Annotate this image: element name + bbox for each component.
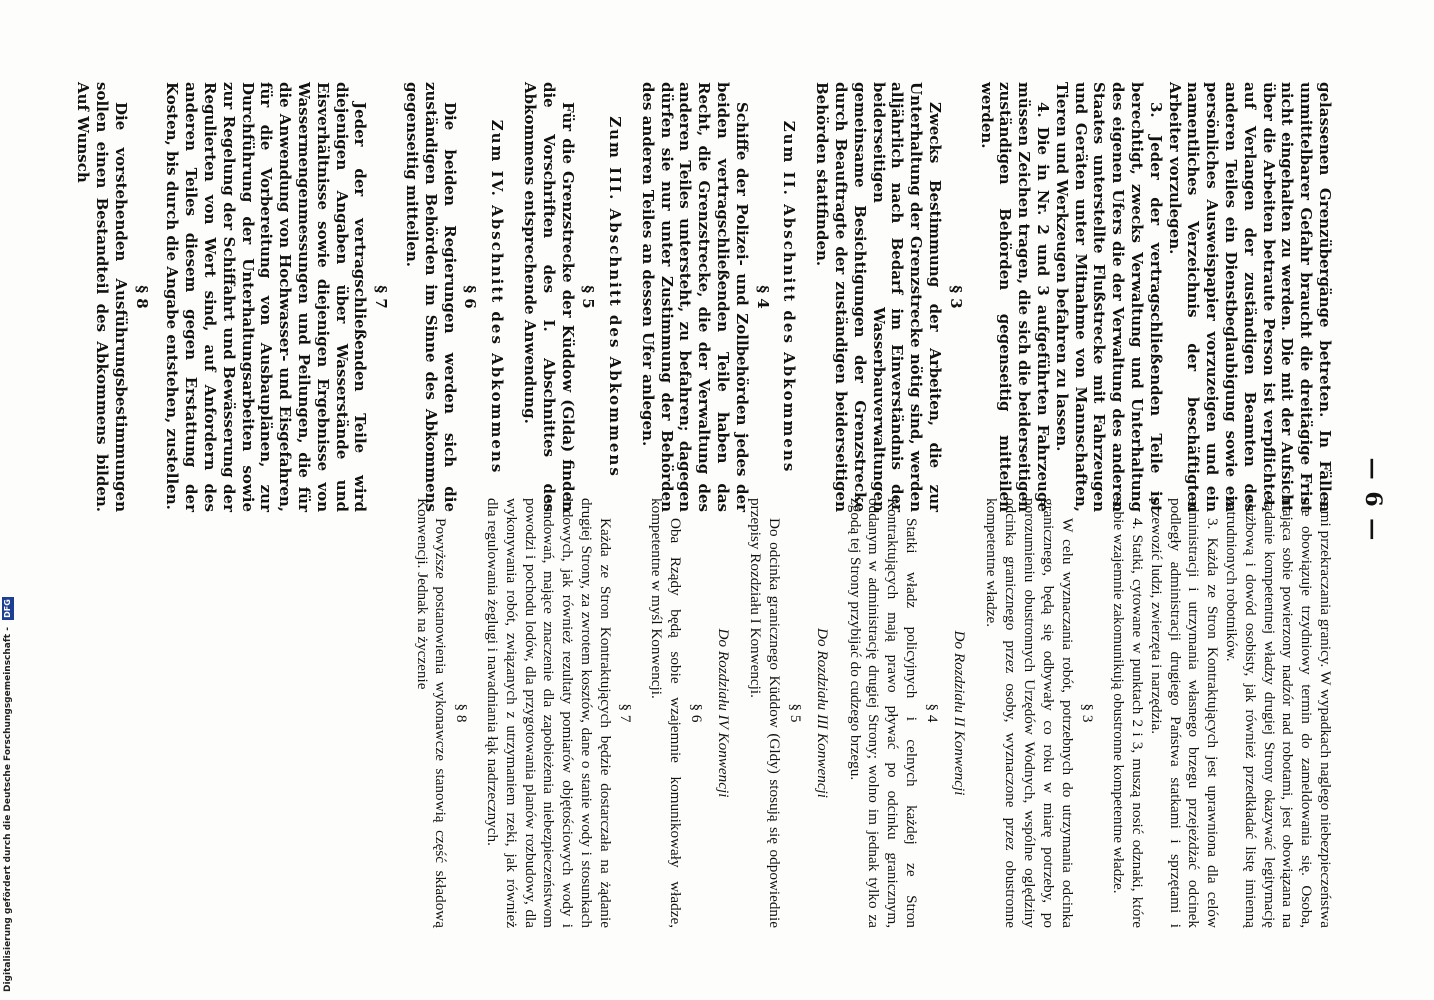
dfg-logo: DFG (3, 599, 12, 618)
polish-section-3-number: § 3 (1079, 703, 1097, 723)
polish-section-8-number: § 8 (453, 703, 471, 723)
polish-intro-paragraph-2: 3. Każda ze Stron Kontraktujących jest uprawniona dla celów administracji i utrzymania własnego brzegu przejeżdżać odcinek podległy administracji drugiego Państwa statkami i sprzętami i przewozić ludzi, zwierzęta i narzędzia. (1147, 498, 1222, 928)
german-section-4-number: § 4 (753, 285, 772, 309)
german-chapter-ii-title: Zum II. Abschnitt des Abkommens (780, 120, 799, 474)
german-intro-paragraph-2: 3. Jeder der vertragschließenden Teile ist berechtigt, zwecks Verwaltung und Unterhaltung des eigenen Ufers die der Verwaltung des anderen Staates unterstellte Flußstrecke mit Fahrzeugen und Geräten unter Mitnahme von Mannschaften, Tieren und Werkzeugen befahren zu lassen. (1052, 82, 1165, 512)
polish-section-8-text: Powyższe postanowienia wykonawcze stanowią część składową Konwencji. Jednak na życzenie (413, 498, 450, 928)
polish-chapter-ii-title: Do Rozdziału II Konwencji (950, 630, 968, 796)
german-section-3-text: Zwecks Bestimmung der Arbeiten, die zur Unterhaltung der Grenzstrecke nötig sind, werden alljährlich nach Bedarf im Einverständnis der beiderseitigen Wasserbauverwaltungen gemeinsame Besichtigungen der Grenzstrecke durch Beauftragte der zuständigen beiderseitigen Behörden stattfinden. (813, 82, 945, 512)
polish-section-4-text: Statki władz policyjnych i celnych każdej ze Stron Kontraktujących mają prawo pływać po odcinku granicznym, oddanym w administrację drugiej Strony; wolno im jednak tylko za zgodą tej Strony przybijać do cudzego brzegu. (846, 498, 921, 928)
polish-intro-paragraph-3: 4. Statki, cytowane w punktach 2 i 3, muszą nosić odznaki, które sobie wzajemnie zakomunikują obustronne kompetentne władze. (1110, 498, 1147, 928)
german-chapter-iii-title: Zum III. Abschnitt des Abkommens (606, 116, 625, 478)
german-section-5-text: Für die Grenzstrecke der Küddow (Glda) finden die Vorschriften des I. Abschnittes des Abkommens entsprechende Anwendung. (520, 82, 577, 512)
page-number: — 6 — (1360, 457, 1386, 543)
polish-intro-paragraph-1: sami przekraczania granicy. W wypadkach naglego niebezpieczeństwa nie obowiązuje trzydniowy termin do zameldowania się. Osoba, mająca sobie powierzony nadzór nad robotami, jest obowiązana na żądanie kompetentnej władzy drugiej Strony okazywać legitymację służbową i dowód osobisty, jak również przedkładać listę imienną zatrudnionych robotników. (1223, 498, 1334, 928)
german-section-8-number: § 8 (132, 285, 151, 309)
polish-column (412, 498, 1334, 928)
digitization-credit (2, 0, 14, 1000)
credit-text: Digitalisierung gefördert durch die Deutsche Forschungsgemeinschaft - (3, 627, 13, 992)
german-section-6-text: Die beiden Regierungen werden sich die zuständigen Behörden im Sinne des Abkommens gegenseitig mitteilen. (402, 82, 459, 512)
polish-section-7-number: § 7 (617, 703, 635, 723)
german-intro-paragraph-3: 4. Die in Nr. 2 und 3 aufgeführten Fahrzeuge müssen Zeichen tragen, die sich die beiderseitigen zuständigen Behörden gegenseitig mitteilen werden. (977, 82, 1053, 512)
german-section-8-text: Die vorstehenden Ausführungsbestimmungen sollen einen Bestandteil des Abkommens bilden. Auf Wunsch (74, 82, 130, 512)
german-section-6-number: § 6 (461, 285, 480, 309)
polish-section-5-number: § 5 (787, 703, 805, 723)
german-section-3-number: § 3 (946, 285, 965, 309)
polish-section-5-text: Do odcinka granicznego Küddow (Gldy) stosują się odpowiednie przepisy Rozdziału I Konwencji. (747, 498, 784, 928)
polish-section-6-number: § 6 (687, 703, 705, 723)
german-section-5-number: § 5 (579, 285, 598, 309)
polish-section-7-text: Każda ze Stron Kontraktujących będzie dostarczała na żądanie drugiej Strony, za zwrotem kosztów, dane o stanie wody i stosunkach lodowych, jak również rezultaty pomiarów objętościowych wody i sondowań, mające znaczenie dla zapobieżenia niebezpieczeństwom powodzi i pochodu lodów, dla przygotowania planów rozbudowy, dla wykonywania robót, związanych z utrzymaniem rzeki, jak również dla regulowania żeglugi i nawadniania łąk nadrzecznych. (483, 498, 614, 928)
polish-section-6-text: Oba Rządy będą sobie wzajemnie komunikowały władze, kompetentne w myśl Konwencji. (648, 498, 685, 928)
polish-section-3-text: W celu wyznaczania robót, potrzebnych do utrzymania odcinka granicznego, będą się odbywały co roku w miarę potrzeby, po porozumieniu obustronnych Urzędów Wodnych, wspólne oględziny odcinka granicznego przez osoby, wyznaczone przez obustronne kompetentne władze. (983, 498, 1076, 928)
german-section-7-text: Jeder der vertragschließenden Teile wird diejenigen Angaben über Wasserstände und Eisverhältnisse sowie diejenigen Ergebnisse von Wassermengenmessungen und Peilungen, die für die Anwendung von Hochwasser- und Eisgefahren, für die Vorbereitung von Ausbauplänen, zur Durchführung der Unterhaltungsarbeiten sowie zur Regelung der Schiffahrt und Bewässerung der Regulierten von Wert sind, auf Anfordern des anderen Teiles diesem gegen Erstattung der Kosten, bis durch die Angabe entstehen, zustellen. (163, 82, 370, 512)
german-chapter-iv-title: Zum IV. Abschnitt des Abkommens (488, 119, 507, 475)
german-section-7-number: § 7 (372, 285, 391, 309)
german-intro-paragraph-1: gelassenen Grenzübergänge betreten. In Fällen unmittelbarer Gefahr braucht die dreitägige Frist nicht eingehalten zu werden. Die mit der Aufsicht über die Arbeiten betraute Person ist verpflichtet, auf Verlangen der zuständigen Beamten des anderen Teiles ein Dienstbeglaubigung sowie ein persönliches Ausweispapier vorzuzeigen und ein namentliches Verzeichnis der beschäftigten Arbeiter vorzulegen. (1165, 82, 1334, 512)
german-section-4-text: Schiffe der Polizei- und Zollbehörden jedes der beiden vertragschließenden Teile haben das Recht, die Grenzstrecke, die der Verwaltung des anderen Teiles untersteht, zu befahren; dagegen dürfen sie nur unter Zustimmung der Behörden des anderen Teiles an dessen Ufer anlegen. (638, 82, 751, 512)
german-column (73, 82, 1334, 512)
polish-chapter-iii-title: Do Rozdziału III Konwencji (813, 628, 831, 798)
polish-chapter-iv-title: Do Rozdziału IV Konwencji (714, 628, 732, 798)
polish-section-4-number: § 4 (923, 703, 941, 723)
